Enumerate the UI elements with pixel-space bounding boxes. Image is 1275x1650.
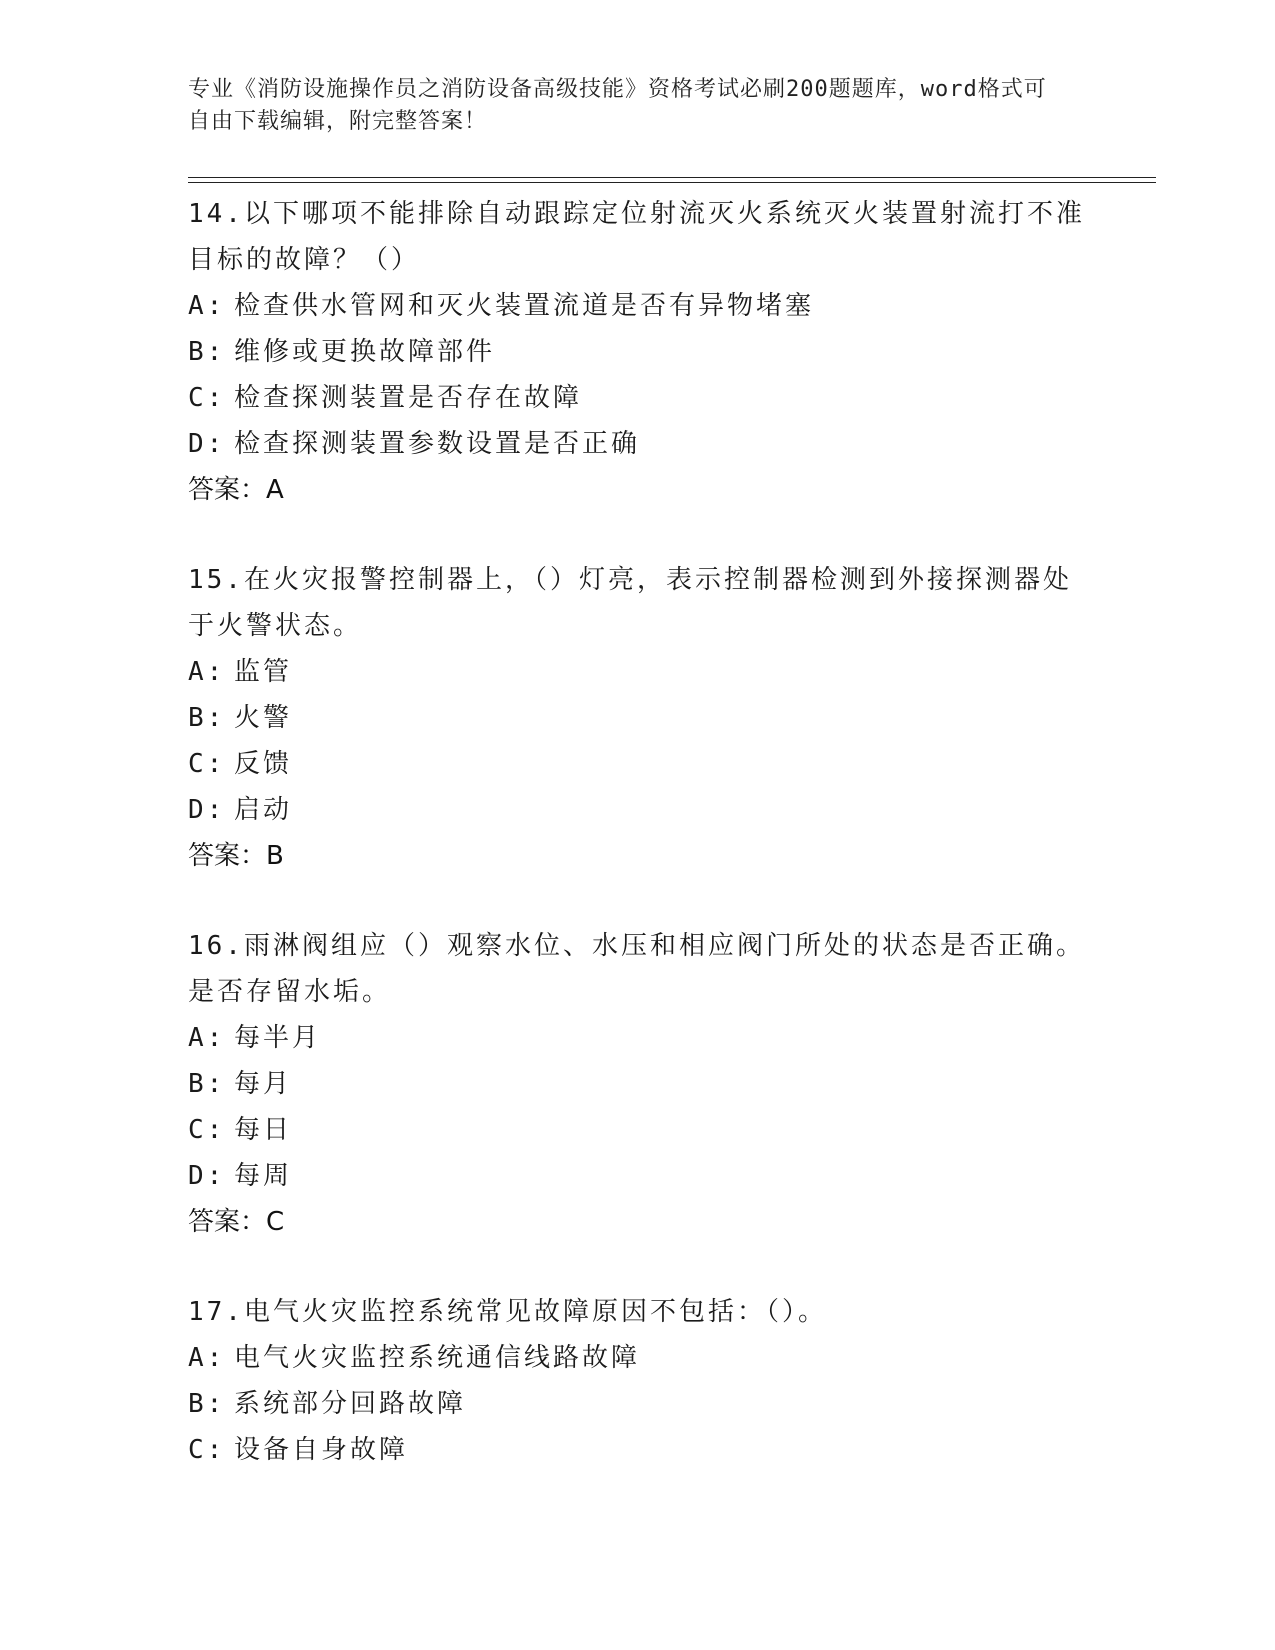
option-b — [188, 329, 1088, 375]
option-text: 电气火灾监控系统通信线路故障 — [234, 1343, 641, 1373]
option-text: 每月 — [234, 1069, 293, 1099]
option-text: 反馈 — [234, 749, 293, 779]
option-key: D: — [188, 1161, 226, 1191]
option-c — [188, 741, 1088, 787]
option-key: A: — [188, 1343, 226, 1373]
question-14 — [188, 191, 1088, 513]
option-key: C: — [188, 749, 226, 779]
question-stem: 16.雨淋阀组应（）观察水位、水压和相应阀门所处的状态是否正确。是否存留水垢。 — [188, 931, 1085, 1007]
question-17 — [188, 1289, 1088, 1473]
option-key: B: — [188, 703, 226, 733]
option-text: 维修或更换故障部件 — [234, 337, 496, 367]
option-key: C: — [188, 383, 226, 413]
question-list — [188, 191, 1088, 1517]
option-key: C: — [188, 1435, 226, 1465]
option-key: D: — [188, 795, 226, 825]
option-text: 检查探测装置是否存在故障 — [234, 383, 583, 413]
option-text: 每周 — [234, 1161, 293, 1191]
document-header: 专业《消防设施操作员之消防设备高级技能》资格考试必刷200题题库，word格式可自由下载编辑，附完整答案！ — [188, 77, 1047, 134]
option-c — [188, 375, 1088, 421]
question-stem: 15.在火灾报警控制器上，（）灯亮，表示控制器检测到外接探测器处于火警状态。 — [188, 565, 1072, 641]
question-stem: 14.以下哪项不能排除自动跟踪定位射流灭火系统灭火装置射流打不准目标的故障？（） — [188, 199, 1085, 275]
option-a — [188, 1015, 1088, 1061]
option-text: 启动 — [234, 795, 293, 825]
option-c — [188, 1427, 1088, 1473]
header-rule-top — [188, 177, 1156, 178]
option-text: 检查供水管网和灭火装置流道是否有异物堵塞 — [234, 291, 815, 321]
option-text: 每日 — [234, 1115, 293, 1145]
option-key: B: — [188, 337, 226, 367]
option-key: A: — [188, 657, 226, 687]
question-15 — [188, 557, 1088, 879]
option-b — [188, 1061, 1088, 1107]
option-key: B: — [188, 1069, 226, 1099]
option-text: 每半月 — [234, 1023, 322, 1053]
option-a — [188, 1335, 1088, 1381]
answer: 答案：B — [188, 841, 284, 871]
option-b — [188, 1381, 1088, 1427]
option-text: 系统部分回路故障 — [234, 1389, 467, 1419]
option-text: 检查探测装置参数设置是否正确 — [234, 429, 641, 459]
option-text: 火警 — [234, 703, 293, 733]
option-key: A: — [188, 291, 226, 321]
option-key: B: — [188, 1389, 226, 1419]
option-c — [188, 1107, 1088, 1153]
header-rule-bottom — [188, 182, 1156, 183]
option-text: 监管 — [234, 657, 293, 687]
answer: 答案：A — [188, 475, 284, 505]
option-b — [188, 695, 1088, 741]
question-stem: 17.电气火灾监控系统常见故障原因不包括：（）。 — [188, 1297, 827, 1327]
option-key: C: — [188, 1115, 226, 1145]
option-d — [188, 1153, 1088, 1199]
answer: 答案：C — [188, 1207, 285, 1237]
option-d — [188, 421, 1088, 467]
option-a — [188, 283, 1088, 329]
question-16 — [188, 923, 1088, 1245]
option-a — [188, 649, 1088, 695]
option-key: D: — [188, 429, 226, 459]
option-key: A: — [188, 1023, 226, 1053]
option-d — [188, 787, 1088, 833]
option-text: 设备自身故障 — [234, 1435, 409, 1465]
